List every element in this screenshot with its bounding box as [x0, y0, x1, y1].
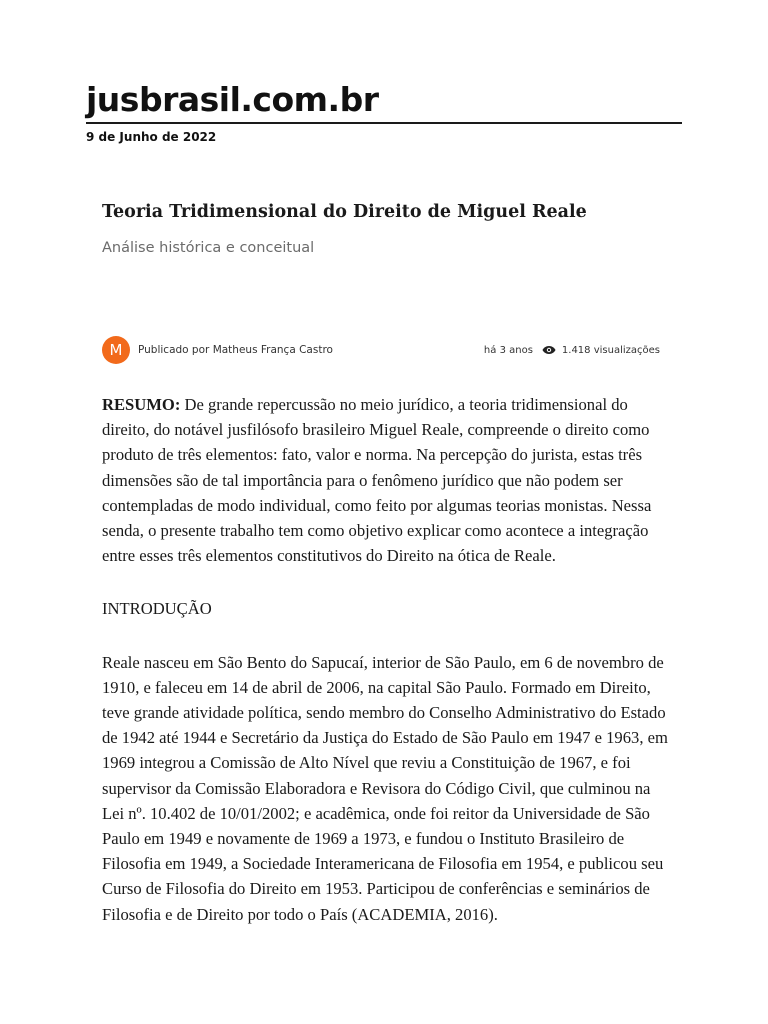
published-prefix: Publicado por: [138, 344, 210, 356]
article-title: Teoria Tridimensional do Direito de Miguel Reale: [102, 202, 587, 222]
byline: [102, 336, 660, 364]
time-ago: há 3 anos: [483, 344, 533, 356]
introduction-heading: INTRODUÇÃO: [102, 599, 212, 619]
abstract-label: RESUMO:: [102, 395, 181, 414]
article-subtitle: Análise histórica e conceitual: [102, 240, 315, 256]
site-name[interactable]: jusbrasil.com.br: [86, 80, 379, 119]
view-count: 1.418 visualizações: [561, 344, 660, 356]
abstract-text: De grande repercussão no meio jurídico, a teoria tridimensional do direito, do notável jusfilósofo brasileiro Miguel Reale, compreende o direito como produto de três elementos: fato, valor e norma. Na percepção do jurista, estas três dimensões são de tal importância para o fenômeno jurídico que não podem ser contempladas de modo individual, como feito por algumas teorias monistas. Nessa senda, o presente trabalho tem como objetivo explicar como acontece a integração entre esses três elementos constitutivos do Direito na ótica de Reale.: [102, 395, 652, 566]
abstract-paragraph: [102, 392, 668, 568]
introduction-paragraph: Reale nasceu em São Bento do Sapucaí, interior de São Paulo, em 6 de novembro de 1910, e faleceu em 14 de abril de 2006, na capital São Paulo. Formado em Direito, teve grande atividade política, sendo membro do Conselho Administrativo do Estado de 1942 até 1944 e Secretário da Justiça do Estado de São Paulo em 1947 e 1963, em 1969 integrou a Comissão de Alto Nível que reviu a Constituição de 1967, e foi supervisor da Comissão Elaboradora e Revisora do Código Civil, que culminou na Lei nº. 10.402 de 10/01/2002; e acadêmica, onde foi reitor da Universidade de São Paulo em 1949 e novamente de 1969 a 1973, e fundou o Instituto Brasileiro de Filosofia em 1949, a Sociedade Interamericana de Filosofia em 1954, e publicou seu Curso de Filosofia do Direito em 1953. Participou de conferências e seminários de Filosofia e de Direito por todo o País (ACADEMIA, 2016).: [102, 652, 668, 924]
site-header: [86, 78, 682, 144]
author-link[interactable]: Matheus França Castro: [212, 344, 333, 356]
avatar[interactable]: M: [102, 336, 130, 364]
author-info: [102, 336, 333, 364]
article-body: [102, 392, 668, 927]
article-header: [102, 198, 672, 259]
header-divider: [86, 122, 682, 124]
publication-date: 9 de Junho de 2022: [86, 130, 217, 144]
eye-icon: [542, 345, 556, 355]
article-stats: [484, 345, 660, 356]
byline-text: [138, 344, 333, 356]
